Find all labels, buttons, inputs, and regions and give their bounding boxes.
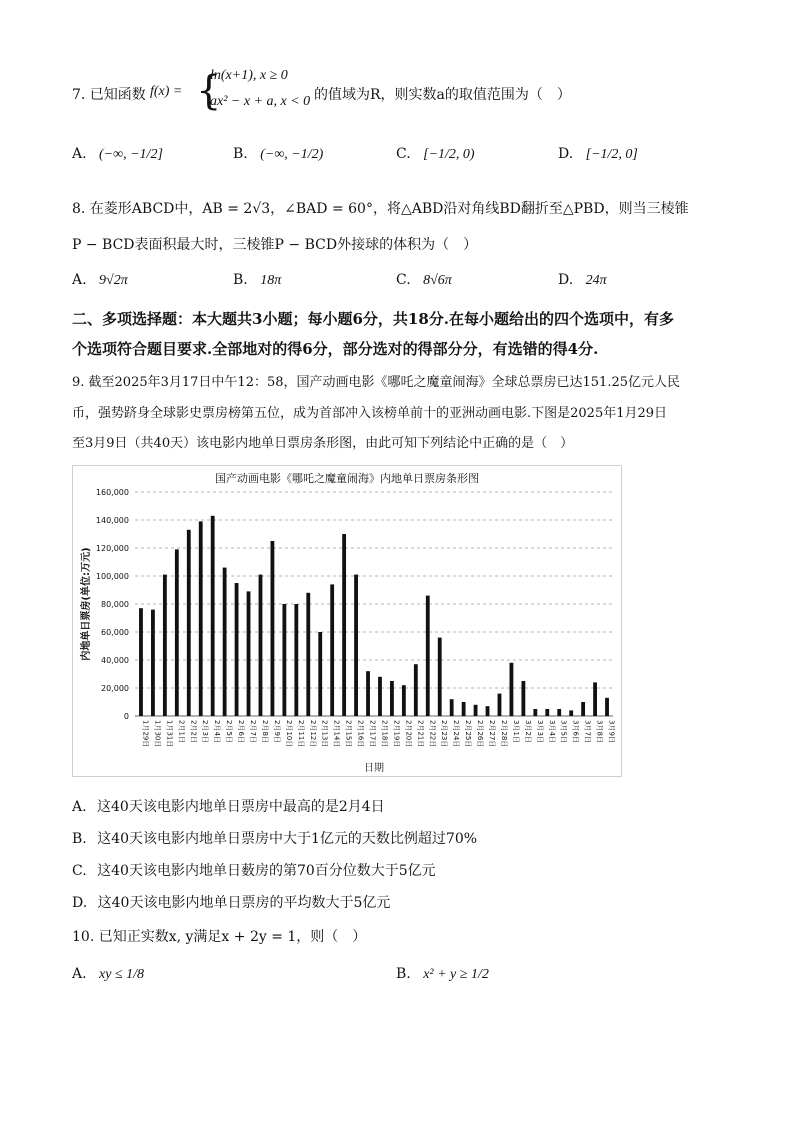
- bar: [510, 663, 514, 716]
- x-tick-label: 3月7日: [583, 720, 592, 743]
- q8-line-1: 8. 在菱形ABCD中，AB = 2√3，∠BAD = 60°，将△ABD沿对角线BD翻折至△PBD，则当三棱锥: [72, 201, 689, 217]
- y-tick-label: 60,000: [101, 628, 129, 637]
- q9-option-a[interactable]: [72, 796, 385, 816]
- y-tick-label: 80,000: [101, 600, 129, 609]
- x-tick-label: 3月4日: [547, 720, 556, 743]
- q8-option-a[interactable]: [72, 272, 128, 289]
- option-label: B.: [233, 146, 248, 162]
- option-label: A.: [72, 966, 87, 982]
- x-tick-label: 2月6日: [237, 720, 246, 743]
- option-label: A.: [72, 146, 87, 162]
- option-text: xy ≤ 1/8: [99, 967, 145, 982]
- x-tick-label: 3月6日: [571, 720, 580, 743]
- x-tick-label: 2月21日: [416, 720, 425, 748]
- x-tick-label: 2月2日: [189, 720, 198, 743]
- q9-line-3: 至3月9日（共40天）该电影内地单日票房条形图，由此可知下列结论中正确的是（ ）: [72, 436, 574, 451]
- chart-title: 国产动画电影《哪吒之魔童闹海》内地单日票房条形图: [215, 472, 479, 485]
- x-tick-label: 3月3日: [535, 720, 544, 743]
- x-tick-label: 3月2日: [523, 720, 532, 743]
- q9-option-d[interactable]: [72, 892, 390, 912]
- option-label: C.: [396, 146, 411, 162]
- bar: [342, 534, 346, 716]
- bar: [354, 575, 358, 716]
- bar: [521, 681, 525, 716]
- bar: [414, 664, 418, 716]
- q7-stem-suffix: 的值域为R，则实数a的取值范围为（ ）: [314, 87, 571, 103]
- y-tick-label: 160,000: [95, 488, 129, 497]
- bar: [223, 568, 227, 716]
- bar: [306, 593, 310, 716]
- q7-function-name: f(x) =: [150, 84, 183, 99]
- option-text: 这40天该电影内地单日票房中最高的是2月4日: [97, 799, 385, 815]
- q8-option-b[interactable]: [233, 272, 281, 289]
- option-label: C.: [72, 863, 87, 879]
- option-text: [−1/2, 0): [423, 147, 475, 162]
- x-tick-label: 2月22日: [428, 720, 437, 748]
- y-tick-label: 20,000: [101, 684, 129, 693]
- q7-option-b[interactable]: [233, 146, 323, 163]
- y-tick-label: 100,000: [95, 572, 129, 581]
- chart-canvas: [73, 466, 621, 776]
- q10-option-b[interactable]: [396, 966, 489, 983]
- section-2-heading-line-2: 个选项符合题目要求.全部地对的得6分，部分选对的得部分分，有选错的得4分.: [72, 340, 599, 358]
- x-tick-label: 2月14日: [332, 720, 341, 748]
- option-label: D.: [72, 895, 88, 911]
- bar: [486, 706, 490, 716]
- q9-option-b[interactable]: [72, 828, 477, 848]
- y-tick-label: 0: [123, 712, 129, 721]
- bar: [557, 709, 561, 716]
- option-text: (−∞, −1/2): [260, 147, 324, 162]
- x-tick-label: 2月1日: [177, 720, 186, 743]
- q7-stem-prefix: 7. 已知函数: [72, 87, 146, 103]
- x-tick-label: 1月31日: [165, 720, 174, 748]
- bar: [235, 583, 239, 716]
- x-tick-label: 2月17日: [368, 720, 377, 748]
- bar: [187, 530, 191, 716]
- x-tick-label: 2月11日: [296, 720, 305, 748]
- q9-line-1: 9. 截至2025年3月17日中午12：58，国产动画电影《哪吒之魔童闹海》全球总票房已达151.25亿元人民: [72, 375, 681, 390]
- q9-line-2: 币，强势跻身全球影史票房榜第五位，成为首部冲入该榜单前十的亚洲动画电影.下图是2025年1月29日: [72, 406, 668, 421]
- option-label: A.: [72, 272, 87, 288]
- y-tick-label: 120,000: [95, 544, 129, 553]
- x-tick-label: 2月15日: [344, 720, 353, 748]
- bar: [199, 521, 203, 716]
- bar: [318, 632, 322, 716]
- y-tick-label: 140,000: [95, 516, 129, 525]
- q7-brace: {: [196, 68, 222, 114]
- option-text: 9√2π: [99, 273, 128, 288]
- box-office-chart: [72, 465, 622, 777]
- option-text: 8√6π: [423, 273, 452, 288]
- bar: [450, 699, 454, 716]
- bar: [593, 682, 597, 716]
- x-tick-label: 2月26日: [476, 720, 485, 748]
- option-text: x² + y ≥ 1/2: [423, 967, 489, 982]
- bar: [533, 709, 537, 716]
- x-tick-label: 2月28日: [499, 720, 508, 748]
- x-tick-label: 2月9日: [272, 720, 281, 743]
- x-tick-label: 2月8日: [260, 720, 269, 743]
- x-tick-label: 2月20日: [404, 720, 413, 748]
- option-label: B.: [396, 966, 411, 982]
- x-tick-label: 2月23日: [440, 720, 449, 748]
- option-text: 24π: [585, 273, 607, 288]
- x-axis-title: 日期: [364, 763, 384, 774]
- q7-case-1: ln(x+1), x ≥ 0: [210, 68, 288, 83]
- bar: [545, 709, 549, 716]
- x-tick-label: 2月24日: [452, 720, 461, 748]
- bar: [605, 698, 609, 716]
- q8-option-d[interactable]: [558, 272, 607, 289]
- q7-option-c[interactable]: [396, 146, 475, 163]
- option-label: A.: [72, 799, 87, 815]
- option-label: B.: [72, 831, 87, 847]
- bar: [462, 702, 466, 716]
- q8-option-c[interactable]: [396, 272, 452, 289]
- bar: [259, 575, 263, 716]
- x-tick-label: 2月13日: [320, 720, 329, 748]
- x-tick-label: 2月5日: [225, 720, 234, 743]
- x-tick-label: 2月4日: [213, 720, 222, 743]
- bar: [426, 596, 430, 716]
- bar: [175, 549, 179, 716]
- x-tick-label: 1月29日: [141, 720, 150, 748]
- x-tick-label: 2月18日: [380, 720, 389, 748]
- option-label: D.: [558, 272, 574, 288]
- option-text: [−1/2, 0]: [585, 147, 638, 162]
- option-text: 这40天该电影内地单日票房中大于1亿元的天数比例超过70%: [97, 831, 478, 847]
- option-text: 这40天该电影内地单日票房的平均数大于5亿元: [97, 895, 391, 911]
- x-tick-label: 3月9日: [607, 720, 616, 743]
- option-label: D.: [558, 146, 574, 162]
- x-tick-label: 2月7日: [249, 720, 258, 743]
- q8-line-2: P − BCD表面积最大时，三棱锥P − BCD外接球的体积为（ ）: [72, 237, 478, 253]
- bar: [438, 638, 442, 716]
- bar: [163, 575, 167, 716]
- q7-option-a[interactable]: [72, 146, 163, 163]
- y-tick-label: 40,000: [101, 656, 129, 665]
- q10-stem: 10. 已知正实数x, y满足x + 2y = 1，则（ ）: [72, 929, 367, 945]
- option-text: 18π: [260, 273, 282, 288]
- bar: [366, 671, 370, 716]
- x-tick-label: 3月1日: [511, 720, 520, 743]
- bar: [390, 681, 394, 716]
- x-tick-label: 2月12日: [308, 720, 317, 748]
- bar: [569, 710, 573, 716]
- option-label: C.: [396, 272, 411, 288]
- x-tick-label: 2月10日: [284, 720, 293, 748]
- option-text: (−∞, −1/2]: [99, 147, 163, 162]
- bar: [378, 677, 382, 716]
- x-tick-label: 2月16日: [356, 720, 365, 748]
- bar: [581, 702, 585, 716]
- q10-option-a[interactable]: [72, 966, 144, 983]
- bar: [282, 604, 286, 716]
- bar: [330, 584, 334, 716]
- bar: [402, 685, 406, 716]
- x-tick-label: 2月27日: [488, 720, 497, 748]
- q7-case-2: ax² − x + a, x < 0: [210, 94, 311, 109]
- x-tick-label: 2月3日: [201, 720, 210, 743]
- bar: [474, 705, 478, 716]
- x-tick-label: 1月30日: [153, 720, 162, 748]
- bar: [211, 516, 215, 716]
- bar: [139, 608, 143, 716]
- bar: [247, 591, 251, 716]
- y-axis-title: 内地单日票房(单位:万元): [81, 547, 92, 661]
- x-tick-label: 3月8日: [595, 720, 604, 743]
- bar: [271, 541, 275, 716]
- x-tick-label: 3月5日: [559, 720, 568, 743]
- bar: [498, 694, 502, 716]
- bar: [151, 610, 155, 716]
- q9-option-c[interactable]: [72, 860, 436, 880]
- x-tick-label: 2月19日: [392, 720, 401, 748]
- bar: [294, 604, 298, 716]
- option-text: 这40天该电影内地单日薮房的第70百分位数大于5亿元: [97, 863, 436, 879]
- section-2-heading-line-1: 二、多项选择题：本大题共3小题；每小题6分，共18分.在每小题给出的四个选项中，有多: [72, 310, 674, 328]
- x-tick-label: 2月25日: [464, 720, 473, 748]
- q7-option-d[interactable]: [558, 146, 638, 163]
- option-label: B.: [233, 272, 248, 288]
